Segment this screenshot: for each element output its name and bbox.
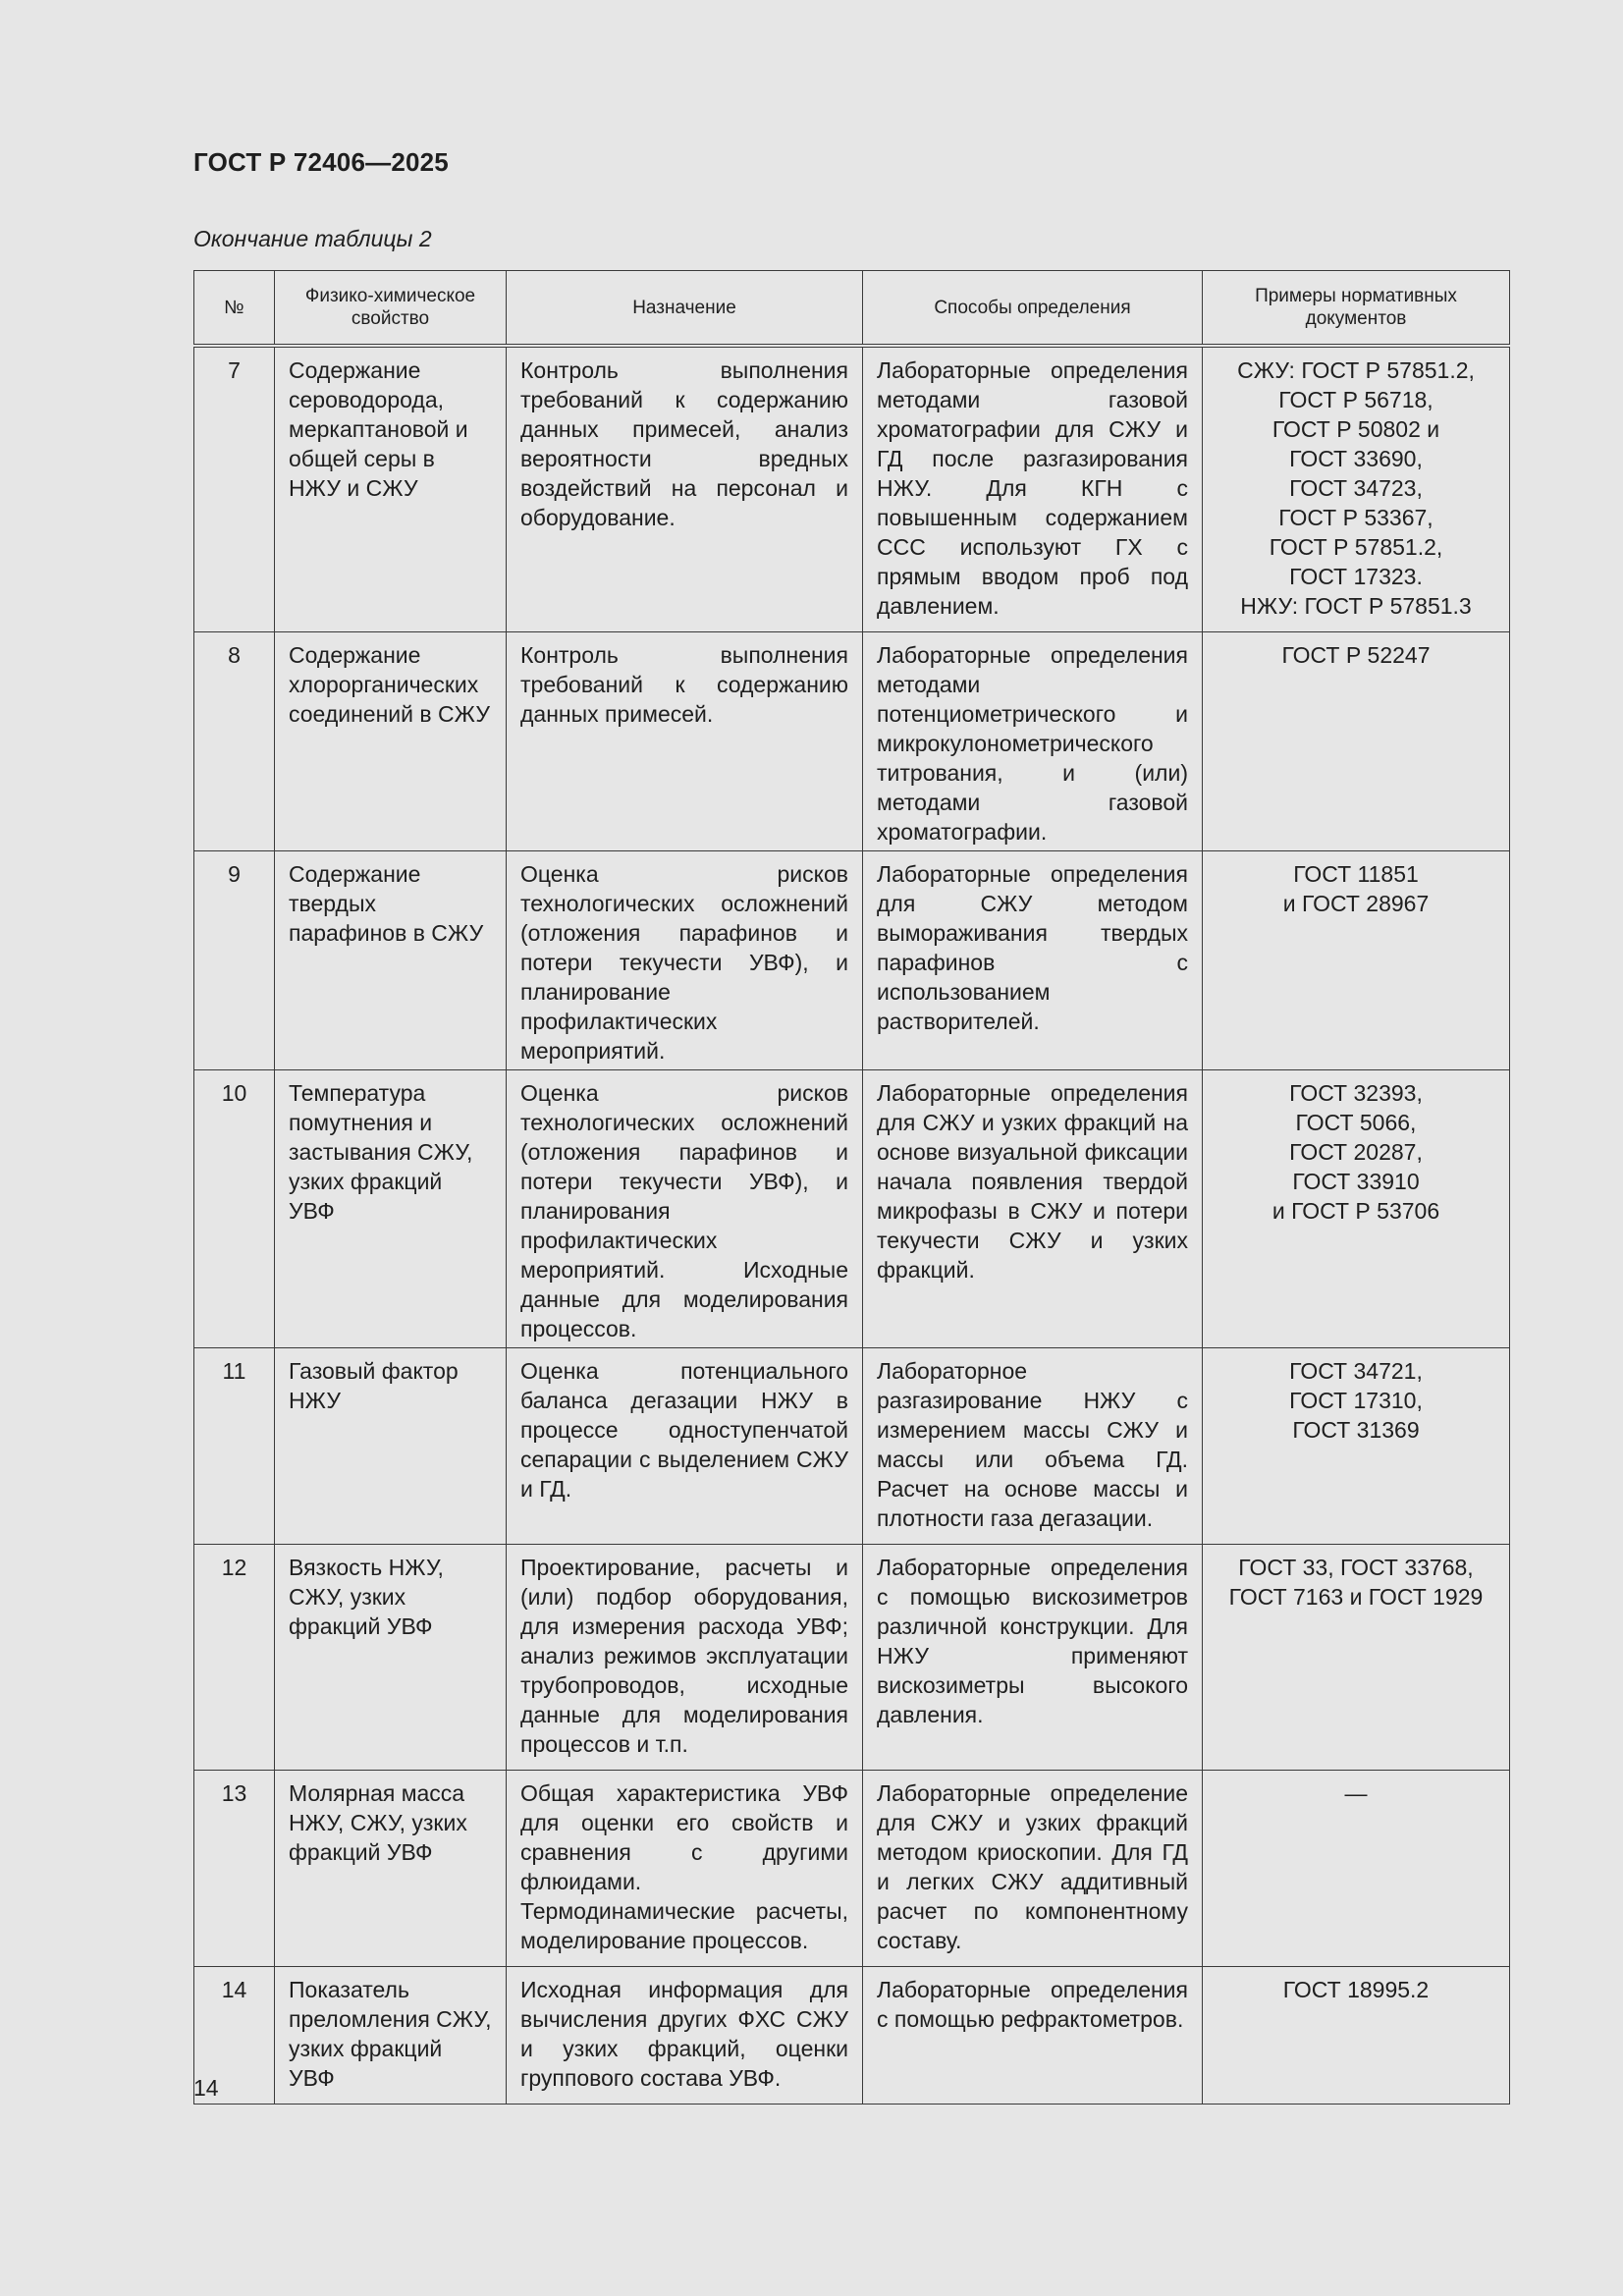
properties-table [193,270,1510,2105]
row-methods: Лабораторные определения методами потенциометрического и микрокулонометрического титрования, и (или) методами газовой хроматографии. [863,632,1203,851]
document-ref: и ГОСТ 28967 [1282,891,1430,916]
document-ref: ГОСТ 34721, [1289,1358,1423,1384]
row-methods: Лабораторное разгазирование НЖУ с измерением массы СЖУ и массы или объема ГД. Расчет на основе массы и плотности газа дегазации. [863,1348,1203,1545]
column-header-purpose: Назначение [507,271,863,347]
row-number: 10 [194,1070,275,1348]
document-ref: ГОСТ 7163 и ГОСТ 1929 [1228,1584,1484,1610]
row-methods: Лабораторные определения с помощью вискозиметров различной конструкции. Для НЖУ применяют вискозиметры высокого давления. [863,1545,1203,1771]
row-purpose: Оценка потенциального баланса дегазации НЖУ в процессе одноступенчатой сепарации с выделением СЖУ и ГД. [507,1348,863,1545]
table-row [194,1545,1510,1771]
row-property: Молярная масса НЖУ, СЖУ, узких фракций УВФ [275,1771,507,1967]
row-purpose: Контроль выполнения требований к содержанию данных примесей. [507,632,863,851]
row-methods: Лабораторные определение для СЖУ и узких фракций методом криоскопии. Для ГД и легких СЖУ аддитивный расчет по компонентному составу. [863,1771,1203,1967]
column-header-property: Физико-химическое свойство [275,271,507,347]
document-ref: ГОСТ Р 56718, [1278,387,1434,412]
row-property: Показатель преломления СЖУ, узких фракций УВФ [275,1967,507,2105]
row-number: 14 [194,1967,275,2105]
document-ref: ГОСТ 32393, [1289,1080,1423,1106]
table-caption: Окончание таблицы 2 [193,226,432,251]
row-methods: Лабораторные определения для СЖУ и узких фракций на основе визуальной фиксации начала появления твердой микрофазы в СЖУ и потери текучести СЖУ и узких фракций. [863,1070,1203,1348]
document-ref: ГОСТ 20287, [1289,1139,1423,1165]
row-purpose: Контроль выполнения требований к содержанию данных примесей, анализ вероятности вредных воздействий на персонал и оборудование. [507,346,863,632]
row-purpose: Общая характеристика УВФ для оценки его свойств и сравнения с другими флюидами. Термодинамические расчеты, моделирование процессов. [507,1771,863,1967]
row-documents [1203,1348,1510,1545]
row-number: 9 [194,851,275,1070]
row-purpose: Оценка рисков технологических осложнений (отложения парафинов и потери текучести УВФ), и планирование профилактических мероприятий. [507,851,863,1070]
row-purpose: Оценка рисков технологических осложнений (отложения парафинов и потери текучести УВФ), и планирования профилактических мероприятий. Исходные данные для моделирования процессов. [507,1070,863,1348]
document-ref: ГОСТ 33, ГОСТ 33768, [1238,1555,1474,1580]
table-header [194,271,1510,347]
row-property: Содержание хлорорганических соединений в СЖУ [275,632,507,851]
document-ref: ГОСТ Р 53367, [1278,505,1434,530]
table-row [194,346,1510,632]
row-property: Температура помутнения и застывания СЖУ, узких фракций УВФ [275,1070,507,1348]
row-number: 7 [194,346,275,632]
row-number: 12 [194,1545,275,1771]
document-ref: ГОСТ 17310, [1289,1388,1423,1413]
document-code: ГОСТ Р 72406—2025 [193,147,449,177]
row-purpose: Проектирование, расчеты и (или) подбор оборудования, для измерения расхода УВФ; анализ режимов эксплуатации трубопроводов, исходные данные для моделирования процессов и т.п. [507,1545,863,1771]
row-methods: Лабораторные определения для СЖУ методом вымораживания твердых парафинов с использованием растворителей. [863,851,1203,1070]
table-row [194,1070,1510,1348]
row-number: 8 [194,632,275,851]
table-row [194,1967,1510,2105]
page-number: 14 [193,2075,219,2101]
row-property: Газовый фактор НЖУ [275,1348,507,1545]
row-documents [1203,632,1510,851]
column-header-number: № [194,271,275,347]
document-ref: ГОСТ 31369 [1292,1417,1420,1443]
row-documents [1203,1545,1510,1771]
table-container [193,270,1509,2105]
row-number: 11 [194,1348,275,1545]
row-property: Содержание сероводорода, меркаптановой и общей серы в НЖУ и СЖУ [275,346,507,632]
document-ref: ГОСТ Р 50802 и [1271,416,1440,442]
column-header-documents: Примеры нормативных документов [1203,271,1510,347]
row-documents [1203,1070,1510,1348]
document-ref: ГОСТ 34723, [1289,475,1423,501]
document-ref: ГОСТ 5066, [1295,1110,1417,1135]
table-row [194,1771,1510,1967]
row-documents [1203,1967,1510,2105]
row-purpose: Исходная информация для вычисления других ФХС СЖУ и узких фракций, оценки группового состава УВФ. [507,1967,863,2105]
document-ref: ГОСТ 33910 [1292,1169,1420,1194]
column-header-methods: Способы определения [863,271,1203,347]
row-methods: Лабораторные определения методами газовой хроматографии для СЖУ и ГД после разгазирования НЖУ. Для КГН с повышенным содержанием ССС используют ГХ с прямым вводом проб под давлением. [863,346,1203,632]
document-ref: НЖУ: ГОСТ Р 57851.3 [1240,593,1472,619]
document-ref: и ГОСТ Р 53706 [1271,1198,1440,1224]
row-documents [1203,851,1510,1070]
row-methods: Лабораторные определения с помощью рефрактометров. [863,1967,1203,2105]
document-ref: ГОСТ 11851 [1293,861,1419,887]
row-number: 13 [194,1771,275,1967]
table-row [194,851,1510,1070]
document-ref: — [1344,1780,1368,1806]
document-ref: ГОСТ Р 57851.2, [1269,534,1443,560]
table-row [194,1348,1510,1545]
document-ref: ГОСТ 33690, [1289,446,1423,471]
document-ref: ГОСТ 18995.2 [1282,1977,1430,2002]
document-ref: СЖУ: ГОСТ Р 57851.2, [1237,357,1475,383]
row-property: Содержание твердых парафинов в СЖУ [275,851,507,1070]
document-ref: ГОСТ 17323. [1289,564,1423,589]
document-ref: ГОСТ Р 52247 [1281,642,1431,668]
table-row [194,632,1510,851]
row-documents [1203,346,1510,632]
table-header-row [194,271,1510,347]
row-property: Вязкость НЖУ, СЖУ, узких фракций УВФ [275,1545,507,1771]
row-documents [1203,1771,1510,1967]
table-body [194,346,1510,2105]
